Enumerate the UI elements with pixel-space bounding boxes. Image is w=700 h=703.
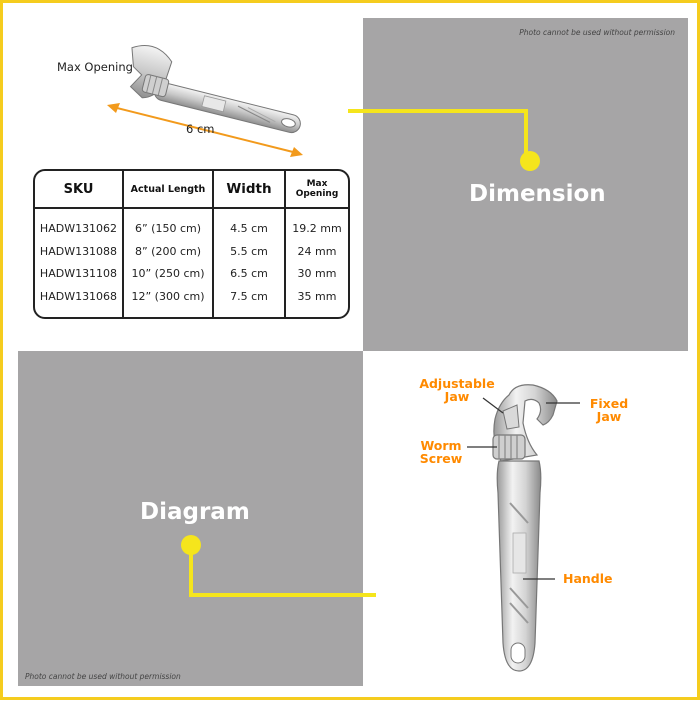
length-cell: 12” (300 cm) [131, 289, 205, 303]
header-length: Actual Length [123, 171, 213, 208]
header-sku: SKU [35, 171, 123, 208]
sku-cell: HADW131088 [39, 244, 118, 258]
header-width: Width [213, 171, 285, 208]
permission-notice-bottom: Photo cannot be used without permission [25, 672, 181, 681]
length-cell: 6” (150 cm) [134, 222, 202, 235]
length-cell: 10” (250 cm) [131, 267, 205, 280]
width-cell: 5.5 cm [230, 244, 268, 258]
width-cell: 6.5 cm [230, 267, 268, 280]
max-opening-cell: 30 mm [297, 267, 337, 280]
width-cell: 4.5 cm [230, 222, 268, 235]
sku-cell: HADW131108 [39, 267, 118, 280]
dimension-title: Dimension [469, 181, 606, 207]
permission-notice-top: Photo cannot be used without permission [519, 28, 675, 37]
dimension-connector-dot [520, 151, 540, 171]
max-opening-cell: 35 mm [297, 289, 337, 303]
diagram-connector-dot [181, 535, 201, 555]
width-cell: 7.5 cm [230, 289, 268, 303]
header-max-opening-text: Max Opening [295, 179, 339, 199]
wrench-diagram-icon [493, 385, 557, 671]
adjustable-jaw-label: Adjustable Jaw [419, 376, 495, 404]
diagram-connector [191, 545, 376, 595]
handle-label: Handle [563, 571, 613, 586]
diagram-title: Diagram [140, 499, 250, 525]
sku-cell: HADW131068 [39, 289, 118, 303]
measure-label: 6 cm [186, 122, 215, 136]
dimension-connector [348, 111, 526, 161]
length-cell: 8” (200 cm) [134, 244, 202, 258]
fixed-jaw-label: Fixed Jaw [589, 396, 629, 424]
connectors-and-wrench [3, 3, 700, 703]
max-opening-cell: 19.2 mm [292, 222, 342, 235]
sku-cell: HADW131062 [39, 222, 118, 235]
max-opening-label: Max Opening [57, 60, 133, 74]
worm-screw-label: Worm Screw [419, 438, 463, 466]
max-opening-cell: 24 mm [297, 244, 337, 258]
